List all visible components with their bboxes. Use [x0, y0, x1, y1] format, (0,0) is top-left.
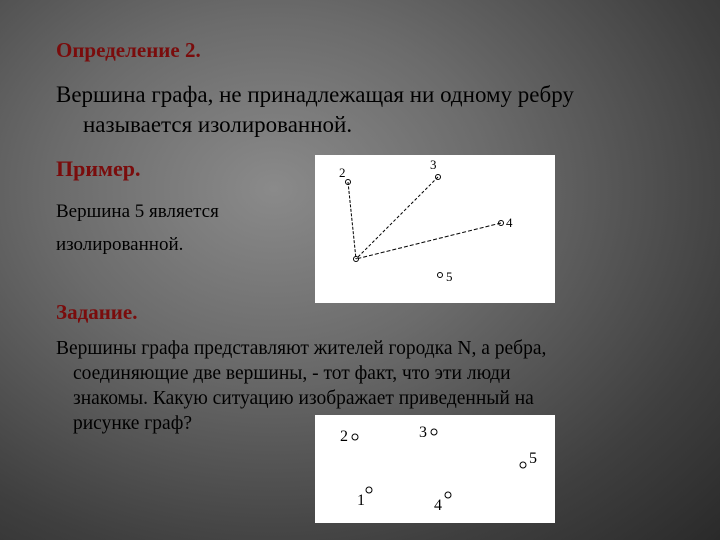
- definition-title: Определение 2.: [56, 38, 201, 62]
- vertex-label-3: 3: [430, 157, 437, 172]
- task-line4: рисунке граф?: [73, 413, 192, 434]
- task-vertex-4: [445, 492, 451, 498]
- example-graph-svg: [315, 155, 555, 303]
- task-title: Задание.: [56, 300, 138, 324]
- vertex-label-5: 5: [446, 269, 453, 284]
- definition-text: [56, 80, 716, 140]
- example-text-line2: изолированной.: [56, 234, 184, 255]
- task-vertex-label-3: 3: [419, 424, 427, 441]
- definition-text-line2: называется изолированной.: [83, 112, 353, 137]
- edge-3-1: [356, 177, 438, 259]
- vertex-label-2: 2: [339, 165, 346, 180]
- task-vertex-label-5: 5: [529, 450, 537, 467]
- task-vertex-label-1: 1: [357, 492, 365, 509]
- edge-2-1: [348, 182, 356, 259]
- task-vertex-2: [352, 434, 358, 440]
- task-line1: Вершины графа представляют жителей городка N, а ребра,: [56, 338, 547, 359]
- example-text-line1: Вершина 5 является: [56, 201, 219, 222]
- vertex-label-4: 4: [506, 215, 513, 230]
- task-line2: соединяющие две вершины, - тот факт, что эти люди: [73, 363, 511, 384]
- task-graph-figure: [315, 415, 555, 523]
- task-vertex-1: [366, 487, 372, 493]
- edge-4-1: [356, 223, 501, 259]
- task-vertex-5: [520, 462, 526, 468]
- definition-text-line1: Вершина графа, не принадлежащая ни одному ребру: [56, 82, 574, 107]
- example-title: Пример.: [56, 156, 141, 181]
- example-graph-figure: [315, 155, 555, 303]
- task-graph-svg: [315, 415, 555, 523]
- task-vertex-3: [431, 429, 437, 435]
- task-vertex-label-4: 4: [434, 497, 442, 514]
- task-vertex-label-2: 2: [340, 428, 348, 445]
- vertex-5: [438, 273, 443, 278]
- task-line3: знакомы. Какую ситуацию изображает приведенный на: [73, 388, 534, 409]
- example-text: [56, 195, 219, 261]
